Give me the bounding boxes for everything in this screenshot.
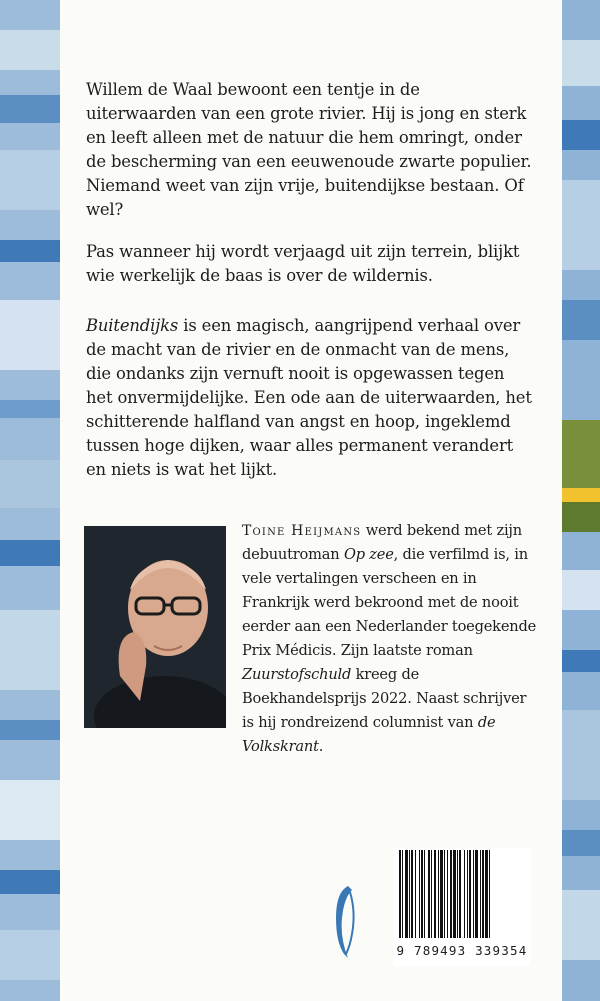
barcode-bar: [431, 850, 432, 938]
barcode-bar: [485, 850, 488, 938]
barcode-bar: [475, 850, 478, 938]
barcode-bar: [409, 850, 410, 938]
blurb-paragraph-2: Pas wanneer hij wordt verjaagd uit zijn terrein, blijkt wie werkelijk de baas is over de wildernis.: [86, 242, 520, 285]
barcode-bar: [447, 850, 448, 938]
barcode-bar: [399, 850, 401, 938]
barcode-bar: [450, 850, 452, 938]
barcode-bar: [440, 850, 443, 938]
barcode-bar: [415, 850, 416, 938]
isbn-number: 9 789493 339354: [396, 943, 528, 958]
author-bio-text-2: , die verfilmd is, in vele vertalingen verscheen en in Frankrijk werd bekroond met de nooit eerder aan een Nederlander toegekende Prix Médicis. Zijn laatste roman: [242, 546, 537, 659]
barcode-bar: [405, 850, 408, 938]
author-photo: [84, 526, 226, 728]
blurb-paragraph-1: Willem de Waal bewoont een tentje in de uiterwaarden van een grote rivier. Hij is jong en sterk en leeft alleen met de natuur die hem omringt, onder de bescherming van een eeuwenoude zwarte populier. Niemand weet van zijn vrije, buitendijkse bestaan. Of wel?: [86, 80, 532, 219]
barcode-bar: [473, 850, 474, 938]
barcode-bar: [434, 850, 436, 938]
barcode-bar: [459, 850, 461, 938]
author-bio-text-3: kreeg de Boekhandelsprijs 2022. Naast schrijver is hij rondreizend columnist van: [242, 666, 527, 731]
barcode-bar: [424, 850, 425, 938]
book-title: Buitendijks: [86, 316, 179, 335]
barcode-bar: [480, 850, 481, 938]
barcode-bar: [438, 850, 439, 938]
author-bio-text-4: .: [318, 738, 324, 755]
barcode-bar: [402, 850, 403, 938]
cover-art-left: [0, 0, 60, 1001]
author-bio-text-1: werd bekend met zijn debuutroman: [242, 522, 522, 563]
blurb-paragraph-3: [86, 314, 534, 482]
author-name: Toine Heijmans: [242, 523, 362, 539]
newspaper-name: de Volkskrant: [242, 714, 496, 755]
barcode-bar: [482, 850, 484, 938]
barcode-bar: [421, 850, 423, 938]
barcode-bar: [444, 850, 445, 938]
barcode-bar: [453, 850, 456, 938]
barcode-bar: [489, 850, 490, 938]
barcode-bar: [428, 850, 430, 938]
barcode-bar: [469, 850, 471, 938]
debut-title: Op zee: [343, 546, 394, 563]
barcode-bar: [411, 850, 413, 938]
latest-title: Zuurstofschuld: [242, 666, 352, 683]
barcode-bar: [419, 850, 420, 938]
barcode-bar: [467, 850, 468, 938]
barcode-bar: [457, 850, 458, 938]
cover-art-right: [562, 0, 600, 1001]
author-bio: [242, 519, 538, 759]
publisher-logo: [330, 882, 362, 962]
blurb-paragraph-3-text: is een magisch, aangrijpend verhaal over de macht van de rivier en de onmacht van de mens, die ondanks zijn vernuft nooit is opgewassen tegen het onvermijdelijke. Een ode aan de uiterwaarden, het schitterende halfland van angst en hoop, ingeklemd tussen hoge dijken, waar alles permanent verandert en niets is wat het lijkt.: [86, 316, 532, 479]
barcode-bar: [464, 850, 465, 938]
